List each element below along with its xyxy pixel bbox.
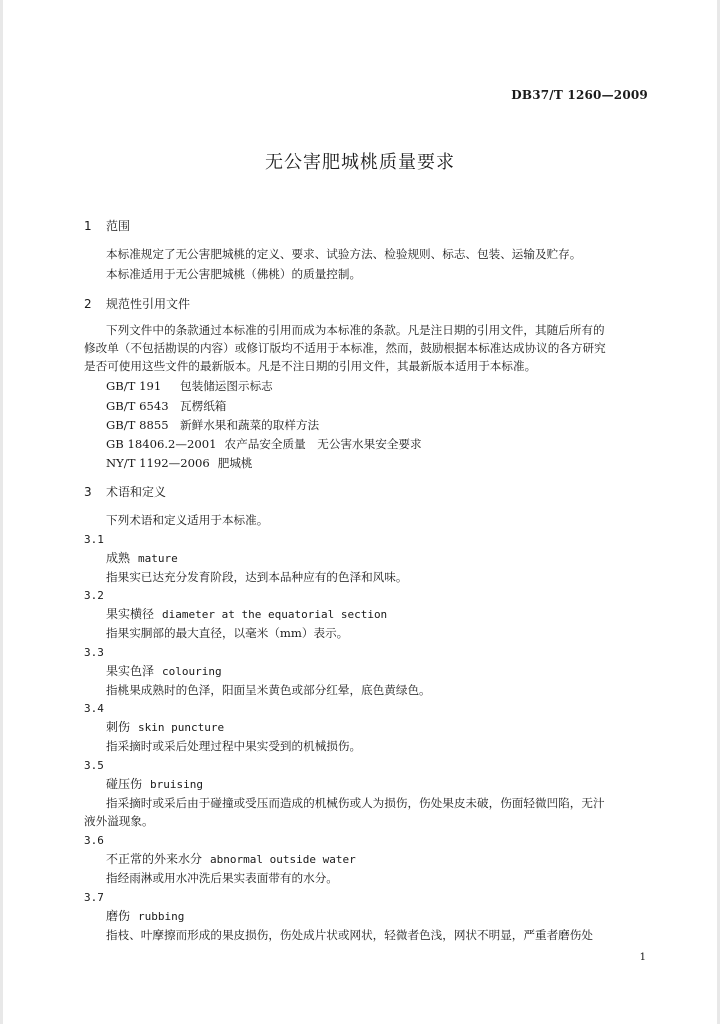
- reference-title: 瓦楞纸箱: [180, 399, 227, 413]
- term-heading: [106, 908, 184, 925]
- section-number: 3: [84, 485, 92, 499]
- term-heading: [106, 851, 356, 868]
- term-heading: [106, 663, 222, 680]
- term-zh: 果实横径: [106, 607, 155, 621]
- section-1-heading: [84, 218, 130, 234]
- term-definition: 指经雨淋或用水冲洗后果实表面带有的水分。: [106, 871, 338, 885]
- reference-item: [106, 436, 422, 452]
- reference-code: GB/T 6543: [106, 399, 169, 413]
- section-3-heading: [84, 484, 166, 500]
- reference-title: 肥城桃: [217, 456, 253, 470]
- term-definition: 指枝、叶摩擦而形成的果皮损伤，伤处成片状或网状，轻微者色浅，网状不明显，严重者磨伤处: [106, 928, 593, 942]
- reference-item: [106, 417, 319, 433]
- section-title: 范围: [106, 219, 131, 233]
- section-1-paragraph-1: 本标准规定了无公害肥城桃的定义、要求、试验方法、检验规则、标志、包装、运输及贮存。: [106, 247, 582, 261]
- reference-title: 新鲜水果和蔬菜的取样方法: [180, 418, 320, 432]
- reference-item: [106, 378, 273, 394]
- clause-number: 3.3: [84, 646, 104, 659]
- term-en: bruising: [150, 778, 203, 791]
- term-heading: [106, 776, 203, 793]
- reference-code: NY/T 1192—2006: [106, 456, 210, 470]
- clause-number: 3.1: [84, 533, 104, 546]
- term-zh: 不正常的外来水分: [106, 852, 203, 866]
- section-number: 2: [84, 297, 92, 311]
- term-zh: 果实色泽: [106, 664, 155, 678]
- term-definition: 指采摘时或采后处理过程中果实受到的机械损伤。: [106, 739, 362, 753]
- section-3-intro: 下列术语和定义适用于本标准。: [106, 513, 269, 527]
- reference-title: 农产品安全质量 无公害水果安全要求: [224, 437, 422, 451]
- term-definition: 指桃果成熟时的色泽，阳面呈米黄色或部分红晕，底色黄绿色。: [106, 683, 431, 697]
- section-title: 规范性引用文件: [106, 297, 191, 311]
- standard-code: DB37/T 1260—2009: [511, 88, 648, 102]
- term-zh: 刺伤: [106, 720, 131, 734]
- term-zh: 成熟: [106, 551, 131, 565]
- document-title: 无公害肥城桃质量要求: [265, 152, 455, 173]
- reference-code: GB/T 8855: [106, 418, 169, 432]
- term-heading: [106, 719, 224, 736]
- clause-number: 3.6: [84, 834, 104, 847]
- section-2-paragraph-line-2: 修改单（不包括勘误的内容）或修订版均不适用于本标准，然而，鼓励根据本标准达成协议的各方研究: [84, 341, 606, 355]
- section-1-paragraph-2: 本标准适用于无公害肥城桃（佛桃）的质量控制。: [106, 267, 362, 281]
- term-definition-line-1: 指采摘时或采后由于碰撞或受压而造成的机械伤或人为损伤，伤处果皮未破，伤面轻微凹陷，无汁: [106, 796, 605, 810]
- term-zh: 磨伤: [106, 909, 131, 923]
- term-en: abnormal outside water: [210, 853, 356, 866]
- term-en: mature: [138, 552, 178, 565]
- clause-number: 3.7: [84, 891, 104, 904]
- reference-code: GB/T 191: [106, 379, 162, 393]
- section-title: 术语和定义: [106, 485, 167, 499]
- reference-item: [106, 455, 253, 471]
- term-zh: 碰压伤: [106, 777, 143, 791]
- section-2-heading: [84, 296, 190, 312]
- clause-number: 3.2: [84, 589, 104, 602]
- term-en: rubbing: [138, 910, 185, 923]
- term-heading: [106, 550, 178, 567]
- term-en: colouring: [162, 665, 222, 678]
- reference-item: [106, 398, 226, 414]
- term-en: diameter at the equatorial section: [162, 608, 388, 621]
- term-en: skin puncture: [138, 721, 225, 734]
- clause-number: 3.4: [84, 702, 104, 715]
- page-number: 1: [639, 952, 646, 963]
- section-number: 1: [84, 219, 92, 233]
- clause-number: 3.5: [84, 759, 104, 772]
- reference-title: 包装储运图示标志: [180, 379, 273, 393]
- section-2-paragraph-line-3: 是否可使用这些文件的最新版本。凡是不注日期的引用文件，其最新版本适用于本标准。: [84, 359, 537, 373]
- term-definition-line-2: 液外溢现象。: [84, 814, 154, 828]
- term-definition: 指果实已达充分发育阶段，达到本品种应有的色泽和风味。: [106, 570, 408, 584]
- term-heading: [106, 606, 387, 623]
- term-definition: 指果实胴部的最大直径，以毫米（mm）表示。: [106, 626, 349, 640]
- section-2-paragraph-line-1: 下列文件中的条款通过本标准的引用而成为本标准的条款。凡是注日期的引用文件，其随后所有的: [106, 323, 605, 337]
- reference-code: GB 18406.2—2001: [106, 437, 217, 451]
